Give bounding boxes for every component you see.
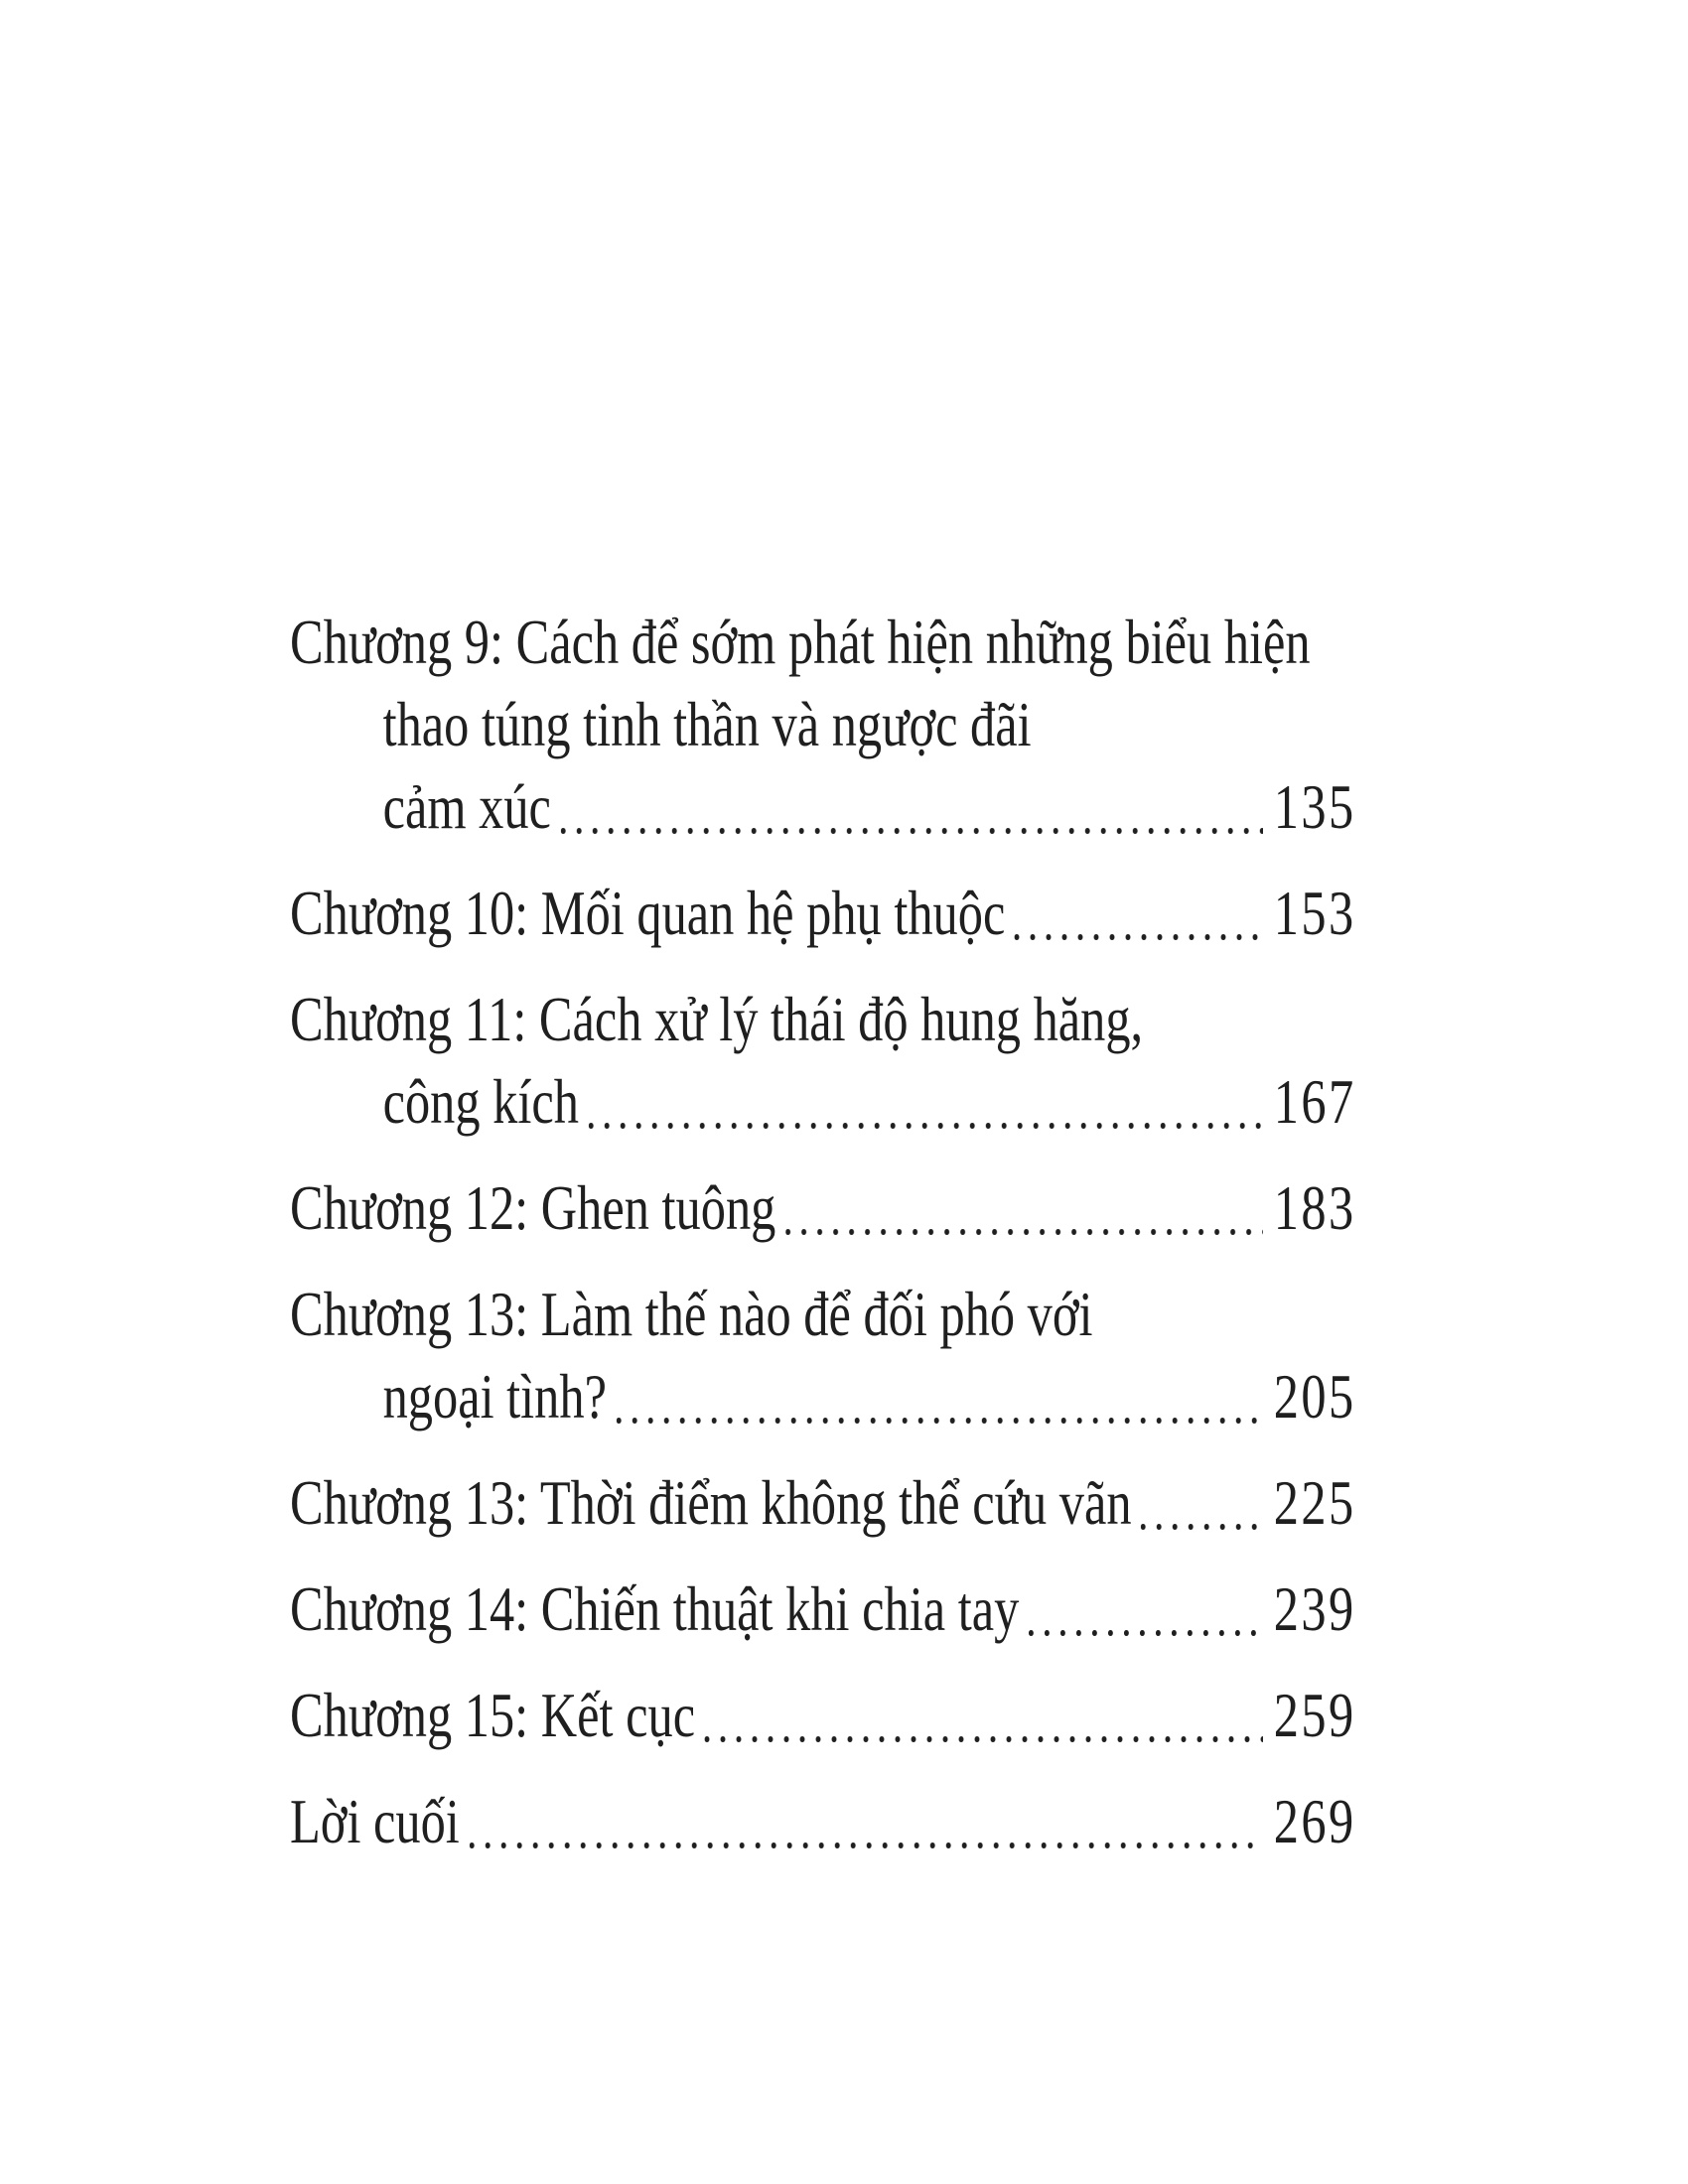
toc-entry-text: thao túng tinh thần và ngược đãi [382, 690, 1032, 759]
toc-entry-text: Chương 11: Cách xử lý thái độ hung hăng, [290, 985, 1144, 1054]
toc-line [290, 602, 1356, 684]
toc-line [290, 1569, 1356, 1651]
toc-entry-chapter-9 [290, 602, 1356, 849]
dot-leader [469, 1843, 1262, 1848]
dot-leader [589, 1123, 1263, 1129]
page-number: 239 [1273, 1574, 1356, 1644]
dot-leader [561, 828, 1263, 834]
toc-line [290, 684, 1356, 766]
page-number: 167 [1273, 1067, 1356, 1137]
toc-entry-chapter-13 [290, 1274, 1356, 1438]
page-number: 153 [1273, 879, 1356, 948]
toc-line [290, 1675, 1356, 1757]
toc-entry-text: Chương 10: Mối quan hệ phụ thuộc [290, 879, 1006, 948]
page-number: 269 [1273, 1787, 1356, 1856]
toc-entry-chapter-12 [290, 1167, 1356, 1250]
toc-entry-text: Chương 9: Cách để sớm phát hiện những biểu hiện [290, 608, 1311, 677]
page-number: 225 [1273, 1468, 1356, 1538]
dot-leader [785, 1229, 1263, 1235]
dot-leader [705, 1736, 1263, 1742]
toc-line [290, 766, 1356, 849]
page-number: 259 [1273, 1681, 1356, 1750]
toc-entry-chapter-10 [290, 873, 1356, 955]
toc-line [290, 979, 1356, 1061]
page-number: 183 [1273, 1173, 1356, 1243]
page-number: 205 [1273, 1362, 1356, 1432]
toc-entry-chapter-14 [290, 1569, 1356, 1651]
dot-leader [617, 1418, 1263, 1424]
toc-entry-text: Chương 13: Thời điểm không thể cứu vãn [290, 1468, 1132, 1538]
toc-line [290, 1167, 1356, 1250]
toc-line [290, 1356, 1356, 1438]
dot-leader [1029, 1630, 1263, 1636]
toc-line [290, 1781, 1356, 1863]
toc-entry-chapter-15 [290, 1675, 1356, 1757]
toc-entry-text: cảm xúc [382, 772, 551, 842]
page-number: 135 [1273, 772, 1356, 842]
toc-entry-loi-cuoi [290, 1781, 1356, 1863]
dot-leader [1141, 1524, 1262, 1530]
toc-entry-text: Chương 14: Chiến thuật khi chia tay [290, 1574, 1020, 1644]
toc-line [290, 1274, 1356, 1356]
toc-entry-text: Chương 15: Kết cục [290, 1681, 696, 1750]
toc-line [290, 1462, 1356, 1545]
toc-entry-chapter-11 [290, 979, 1356, 1144]
toc-entry-text: công kích [382, 1067, 579, 1137]
dot-leader [1015, 934, 1263, 940]
toc-line [290, 873, 1356, 955]
toc-line [290, 1061, 1356, 1144]
toc-entry-text: ngoại tình? [382, 1362, 607, 1432]
toc-entry-text: Chương 12: Ghen tuông [290, 1173, 776, 1243]
toc-entry-text: Lời cuối [290, 1787, 460, 1856]
toc-entry-chapter-13b [290, 1462, 1356, 1545]
toc-entry-text: Chương 13: Làm thế nào để đối phó với [290, 1280, 1093, 1349]
table-of-contents [290, 602, 1356, 1887]
